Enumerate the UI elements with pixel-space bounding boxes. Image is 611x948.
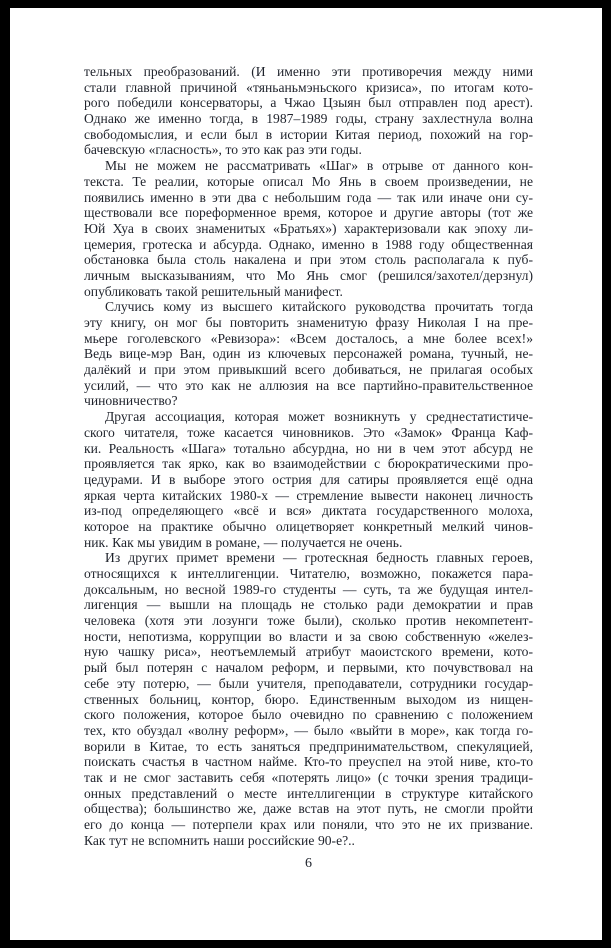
book-page xyxy=(10,8,602,940)
text-line: человека (хотя эти лозунги тоже были), сколько против некомпетент- xyxy=(84,613,533,629)
paragraph xyxy=(84,299,533,409)
text-line: проявляется так ярко, как во взаимодействии с бюрократическими про- xyxy=(84,456,533,472)
text-line: Из других примет времени — гротескная бедность главных героев, xyxy=(105,550,533,566)
text-line: появились именно в эти два с небольшим года — так или иначе они су- xyxy=(84,189,533,205)
text-line: ского положения, которое было очевидно по сравнению с положением xyxy=(84,707,533,723)
text-line: опубликовать такой решительный манифест. xyxy=(84,283,343,299)
text-line: личным высказываниям, что Мо Янь смог (решился/захотел/дерзнул) xyxy=(84,267,533,283)
text-line: ную чашку риса», неотъемлемый атрибут маоистского времени, кото- xyxy=(84,644,533,660)
page-text xyxy=(84,64,533,848)
text-line: эту книгу, он мог бы повторить знаменитую фразу Николая I на пре- xyxy=(84,315,533,330)
text-line: обстановка была столь накалена и при этом столь располагала к пуб- xyxy=(84,252,533,268)
text-line: текста. Те реалии, которые описал Мо Янь в своем произведении, не xyxy=(84,173,533,189)
text-line: которое на практике обычно олицетворяет конкретный мелкий чинов- xyxy=(84,518,533,534)
text-line: Юй Хуа в своих знаменитых «Братьях») характеризовали как эпоху ли- xyxy=(84,220,533,236)
text-line: тех, кто обуздал «волну реформ», — было «выйти в море», как тогда го- xyxy=(84,722,533,738)
text-line: Случись кому из высшего китайского руководства прочитать тогда xyxy=(105,299,533,315)
text-line: общества); большинство же, даже встав на этот путь, не смогли пройти xyxy=(84,801,533,817)
text-line: Однако же именно тогда, в 1987–1989 годы, страну захлестнула волна xyxy=(84,111,533,127)
text-line: свободомыслия, и если был в истории Китая период, похожий на гор- xyxy=(84,126,533,142)
text-line: рого победили консерваторы, а Чжао Цзыян был отправлен под арест). xyxy=(84,95,533,111)
text-line: ственных больниц, контор, бюро. Единственным выходом из нищен- xyxy=(84,691,533,707)
text-line: себе эту потерю, — были учителя, преподаватели, сотрудники государ- xyxy=(84,675,533,691)
paragraph xyxy=(84,550,533,848)
text-line: ществовали все пореформенное время, которое и другие авторы (тот же xyxy=(84,205,533,221)
text-line: из-под определяющего «всё и вся» диктата государственного молоха, xyxy=(84,503,533,519)
text-line: поискать счастья в частном найме. Кто-то преуспел на этой ниве, кто-то xyxy=(84,754,533,770)
text-line: усилий, — что это как не аллюзия на все партийно-правительственное xyxy=(84,377,533,393)
page-number: 6 xyxy=(305,856,312,871)
text-line: Мы не можем не рассматривать «Шаг» в отрыве от данного кон- xyxy=(105,158,533,174)
text-line: ки. Реальность «Шага» тотально абсурдна, но ни в чем этот абсурд не xyxy=(84,440,533,456)
text-line: Ведь вице-мэр Ван, один из ключевых персонажей романа, тучный, не- xyxy=(84,346,533,362)
text-line: лигенция — вышли на площадь не столько ради демократии и прав xyxy=(84,597,533,613)
paragraph xyxy=(84,409,533,550)
text-line: бачевскую «гласность», то это как раз эти годы. xyxy=(84,142,362,158)
paragraph xyxy=(84,158,533,299)
text-line: яркая черта китайских 1980-х — стремление вывести наконец личность xyxy=(84,487,533,503)
text-line: его до конца — потерпели крах или поняли, что это не их призвание. xyxy=(84,817,533,832)
text-line: цемерия, гротеска и абсурда. Однако, именно в 1988 году общественная xyxy=(84,236,533,252)
text-line: чиновничество? xyxy=(84,393,178,409)
text-line: рый был потерян с началом реформ, и первыми, кто почувствовал на xyxy=(84,660,533,676)
text-line: ник. Как мы увидим в романе, — получается не очень. xyxy=(84,534,403,550)
text-line: ности, непотизма, коррупции во власти и за свою собственную «желез- xyxy=(84,628,533,644)
text-line: ского читателя, тоже касается чиновников. Это «Замок» Франца Каф- xyxy=(84,424,533,440)
text-line: мьере гоголевского «Ревизора»: «Всем досталось, а мне более всех!» xyxy=(84,330,533,346)
text-line: тельных преобразований. (И именно эти противоречия между ними xyxy=(84,64,533,79)
text-line: стали главной причиной «тяньаньмэньского кризиса», по итогам кото- xyxy=(84,79,533,95)
text-line: цедурами. И в выборе этого острия для сатиры проявляется ещё одна xyxy=(84,471,533,487)
text-line: онных представлений о месте интеллигенции в структуре китайского xyxy=(84,785,533,801)
text-line: относящихся к интеллигенции. Читателю, возможно, покажется пара- xyxy=(84,566,533,581)
text-line: далёкий и при этом привыкший всего добиваться, не прилагая особых xyxy=(84,362,533,378)
paragraph xyxy=(84,64,533,158)
text-line: Как тут не вспомнить наши российские 90-е?.. xyxy=(84,832,355,848)
text-line: Другая ассоциация, которая может возникнуть у среднестатистиче- xyxy=(105,409,533,425)
text-line: доксальным, но весной 1989-го студенты — суть, та же будущая интел- xyxy=(84,581,533,597)
text-line: так и не смог заставить себя «потерять лицо» (с точки зрения традици- xyxy=(84,769,533,785)
text-line: ворили в Китае, то есть заняться предпринимательством, спекуляцией, xyxy=(84,738,533,754)
